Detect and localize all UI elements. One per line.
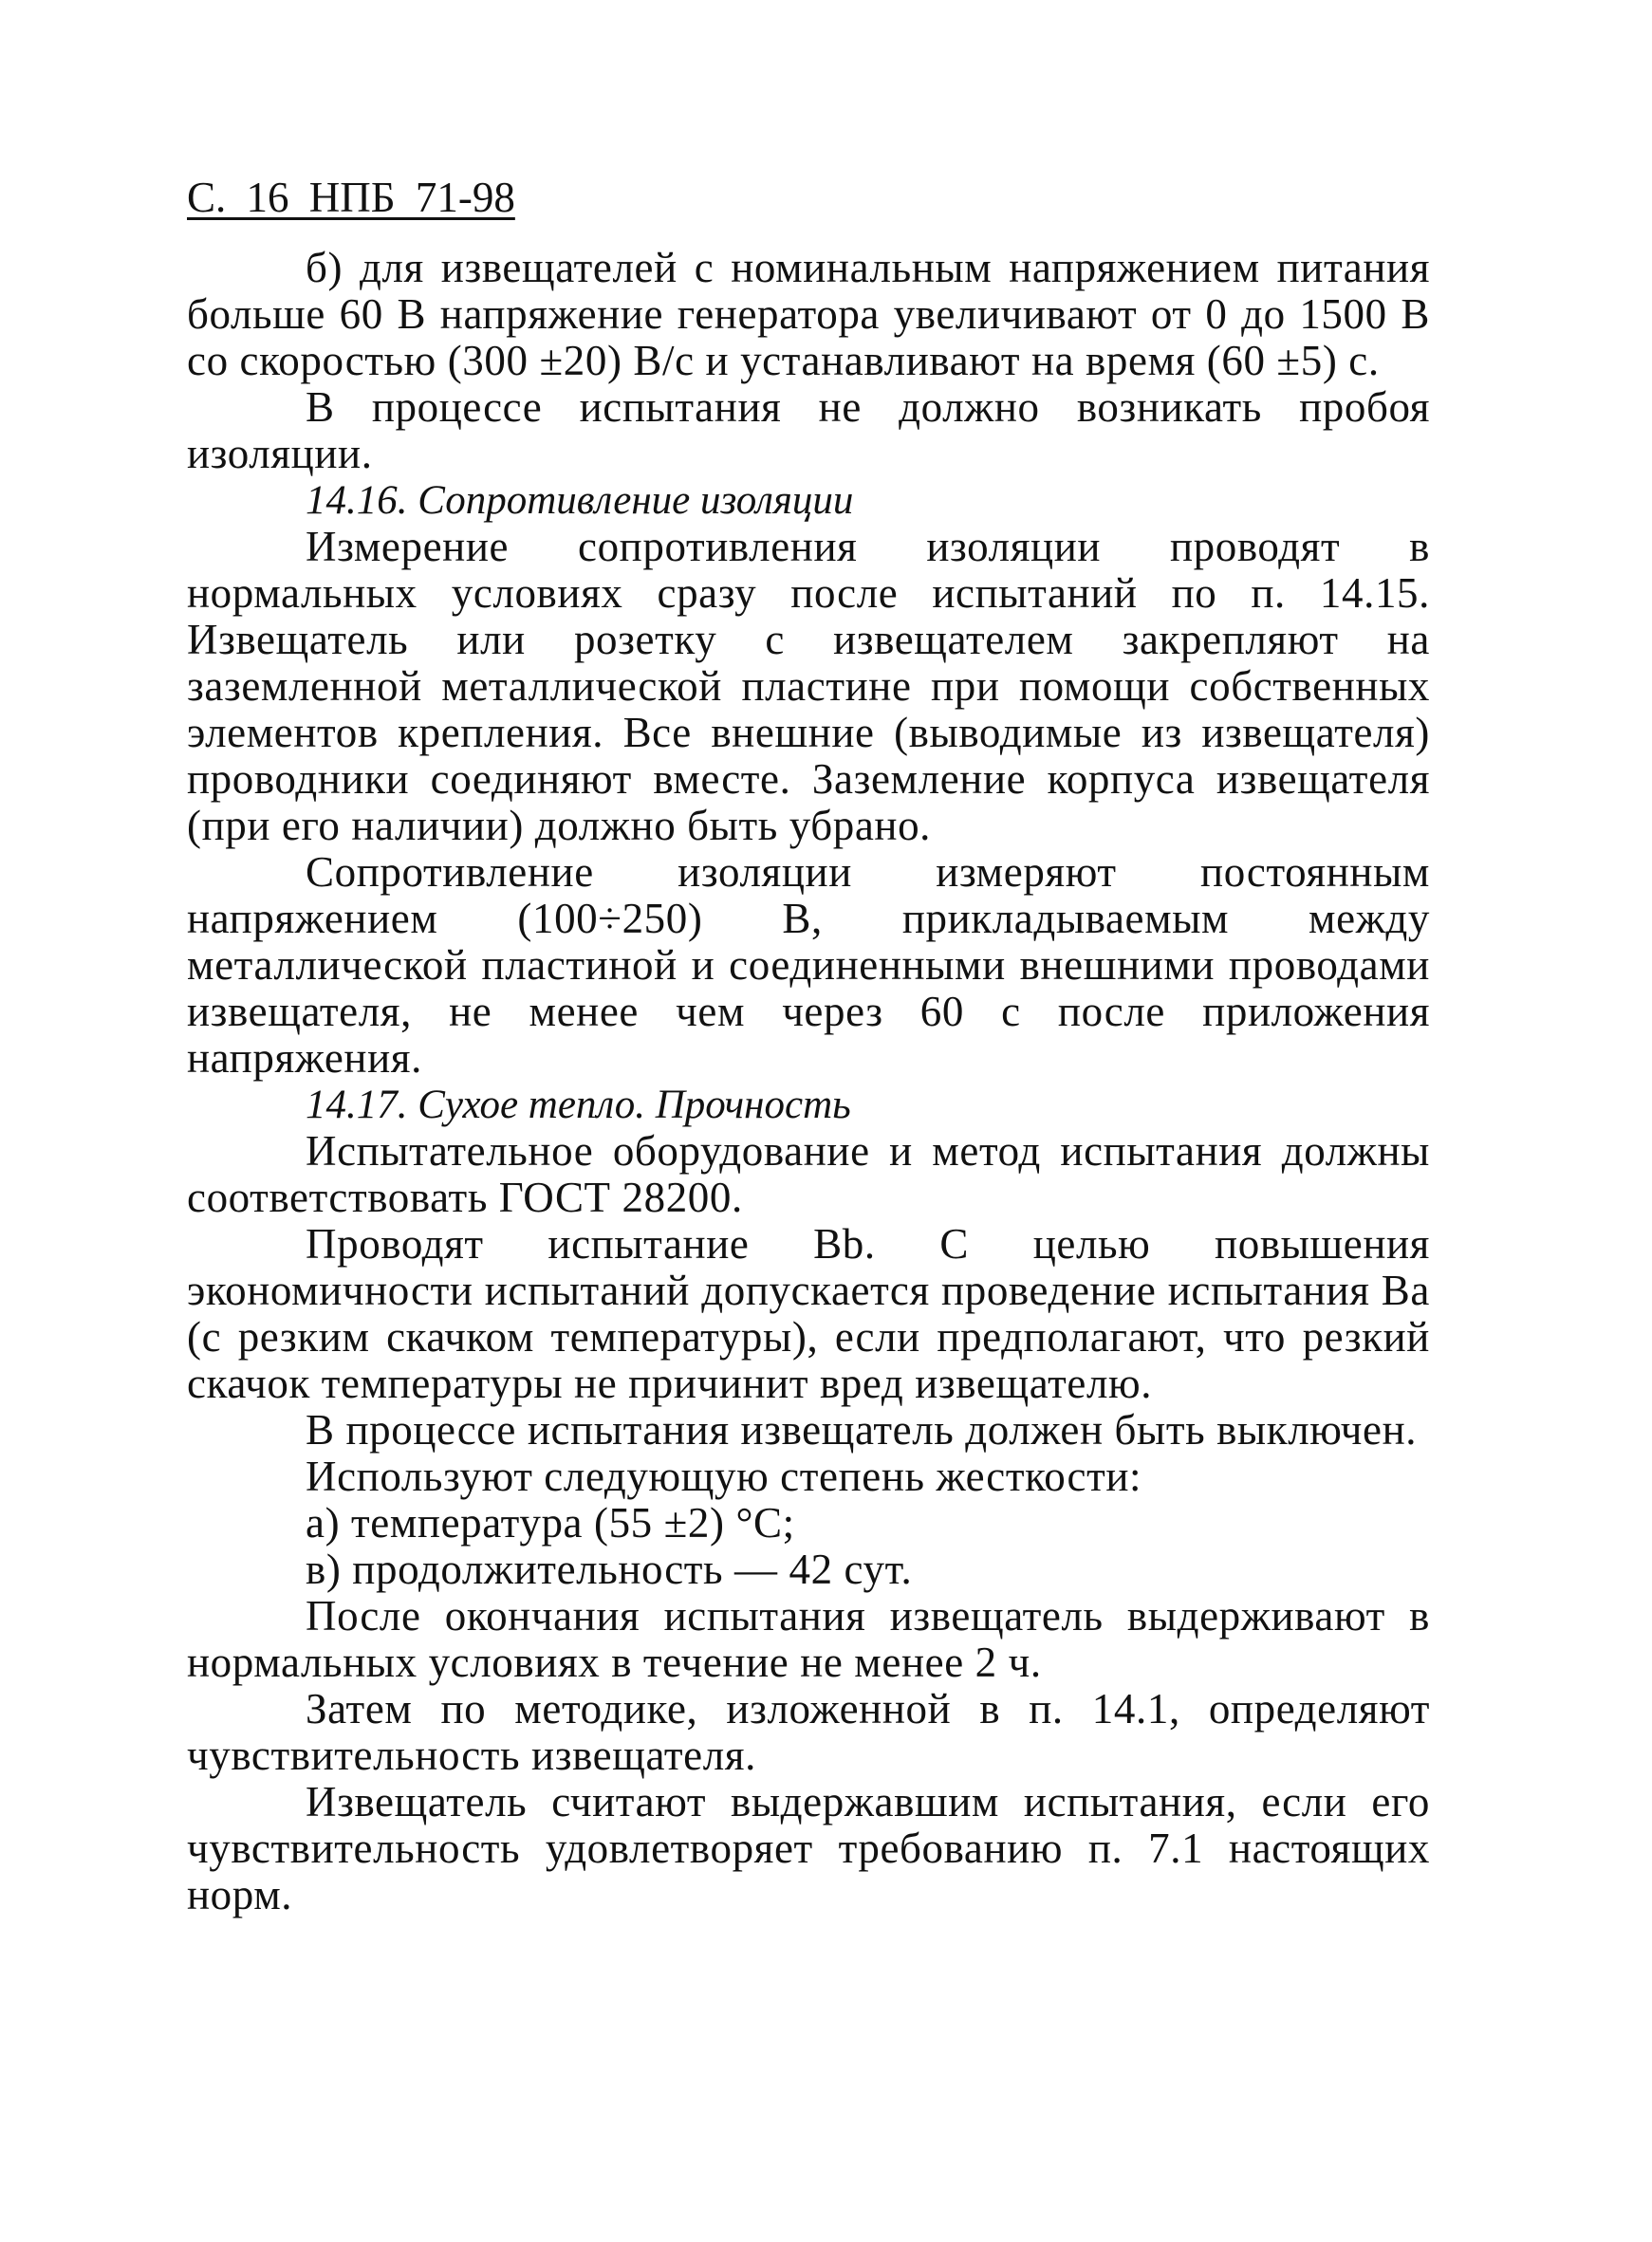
paragraph-sensitivity-method: Затем по методике, изложенной в п. 14.1, определяют чувствительность извещателя. <box>187 1685 1430 1779</box>
paragraph-equipment-gost: Испытательное оборудование и метод испытания должны соответствовать ГОСТ 28200. <box>187 1127 1430 1221</box>
paragraph-detector-off: В процессе испытания извещатель должен быть выключен. <box>306 1406 1418 1454</box>
list-item-temperature: а) температура (55 ±2) °С; <box>306 1499 795 1547</box>
paragraph-test-voltage-b: б) для извещателей с номинальным напряжением питания больше 60 В напряжение генератора увеличивают от 0 до 1500 В со скоростью (300 ±20) В/с и устанавливают на время (60 ±5) с. <box>187 244 1430 384</box>
paragraph-no-breakdown: В процессе испытания не должно возникать пробоя изоляции. <box>187 383 1430 477</box>
paragraph-insulation-measurement: Измерение сопротивления изоляции проводят в нормальных условиях сразу после испытаний по п. 14.15. Извещатель или розетку с извещателем закрепляют на заземленной металлической пластине при помощи собственных элементов крепления. Все внешние (выводимые из извещателя) проводники соединяют вместе. Заземление корпуса извещателя (при его наличии) должно быть убрано. <box>187 523 1430 849</box>
list-item-duration: в) продолжительность — 42 сут. <box>306 1546 913 1593</box>
paragraph-after-test: После окончания испытания извещатель выдерживают в нормальных условиях в течение не менее 2 ч. <box>187 1592 1430 1686</box>
section-heading-14-17: 14.17. Сухое тепло. Прочность <box>306 1083 851 1127</box>
paragraph-insulation-voltage: Сопротивление изоляции измеряют постоянным напряжением (100÷250) В, прикладываемым между металлической пластиной и соединенными внешними проводами извещателя, не менее чем через 60 с после приложения напряжения. <box>187 848 1430 1082</box>
document-page <box>187 171 1430 1918</box>
section-heading-14-16: 14.16. Сопротивление изоляции <box>306 478 854 523</box>
page-header: С. 16 НПБ 71-98 <box>187 174 515 221</box>
paragraph-pass-criteria: Извещатель считают выдержавшим испытания, если его чувствительность удовлетворяет требованию п. 7.1 настоящих норм. <box>187 1778 1430 1918</box>
paragraph-test-bb: Проводят испытание Bb. С целью повышения экономичности испытаний допускается проведение испытания Ba (с резким скачком температуры), если предполагают, что резкий скачок температуры не причинит вред извещателю. <box>187 1220 1430 1407</box>
paragraph-severity-intro: Используют следующую степень жесткости: <box>306 1453 1142 1500</box>
